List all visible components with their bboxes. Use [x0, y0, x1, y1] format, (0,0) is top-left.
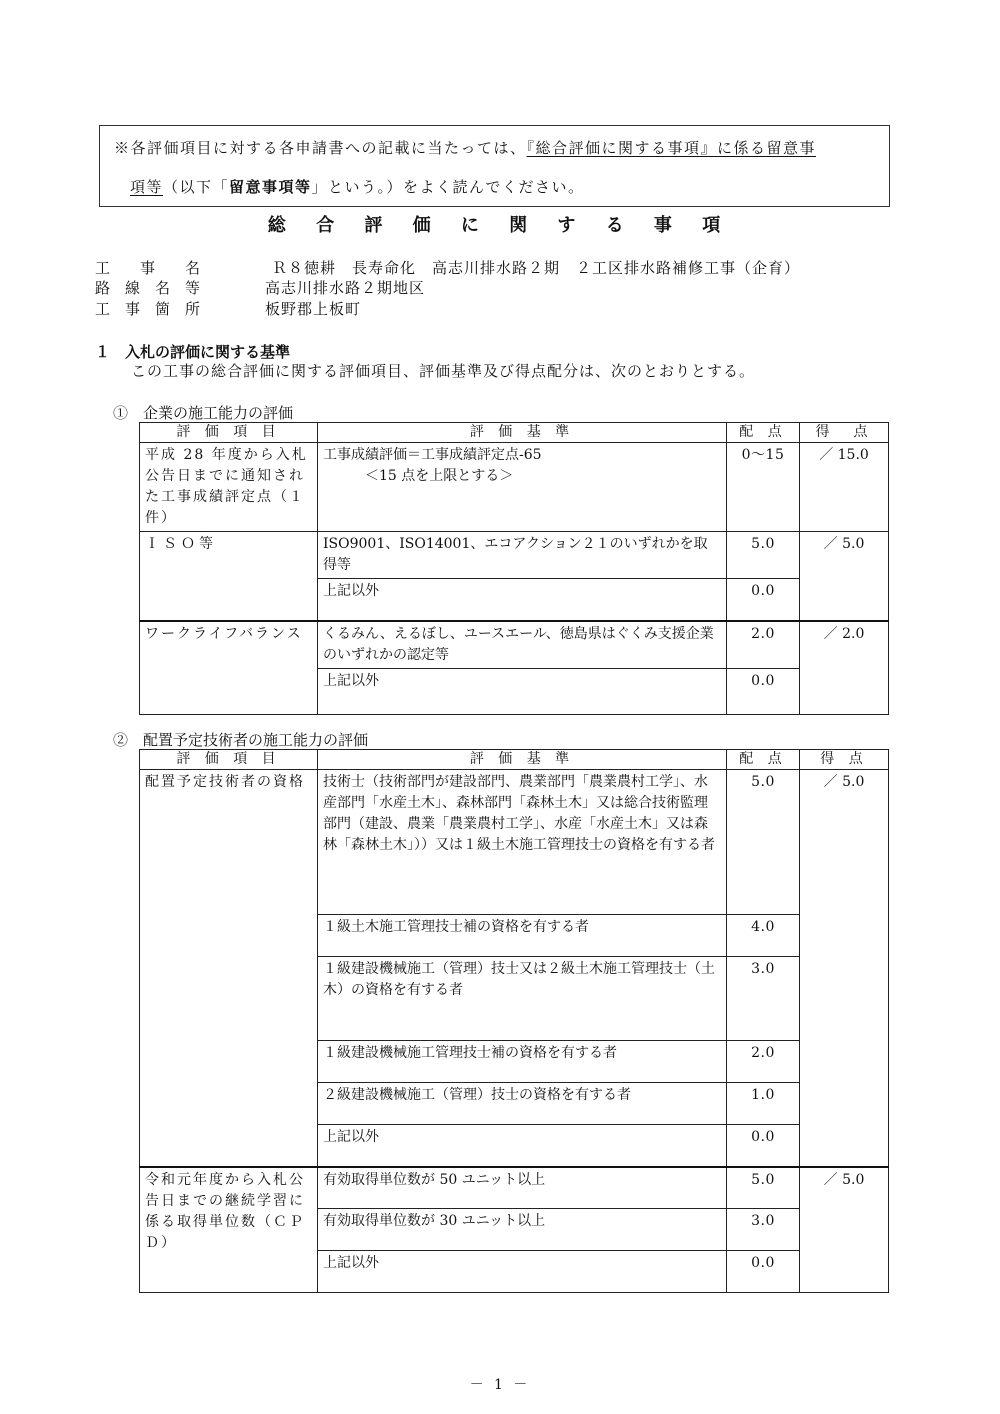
header-criteria: 評 価 基 準 [318, 750, 727, 770]
header-item: 評 価 項 目 [140, 750, 318, 770]
criteria-cell: くるみん、えるぼし、ユースエール、徳島県はぐくみ支援企業のいずれかの認定等 [318, 621, 727, 669]
page-title: 総 合 評 価 に 関 す る 事 項 [267, 215, 733, 236]
points-cell: 0.0 [727, 579, 800, 621]
page-number: － 1 － [469, 1377, 531, 1393]
header-item: 評 価 項 目 [140, 423, 318, 443]
points-cell: 1.0 [727, 1083, 800, 1125]
notice-text: ※各評価項目に対する各申請書への記載に当たっては、 [114, 139, 527, 157]
company-evaluation-table [139, 422, 889, 715]
notice-bold-text: 留意事項等 [229, 178, 312, 196]
criteria-cell: ISO9001、ISO14001、エコアクション２１のいずれかを取得等 [318, 532, 727, 579]
item-cell: 令和元年度から入札公告日までの継続学習に係る取得単位数（ＣＰＤ） [140, 1167, 318, 1293]
section-heading: １ 入札の評価に関する基準 [95, 343, 291, 361]
points-cell: 5.0 [727, 1167, 800, 1209]
info-row-construction-name [95, 257, 800, 278]
criteria-cell: 上記以外 [318, 1125, 727, 1167]
criteria-cell: 上記以外 [318, 668, 727, 714]
section-description: この工事の総合評価に関する評価項目、評価基準及び得点配分は、次のとおりとする。 [131, 362, 756, 380]
criteria-cell: 上記以外 [318, 579, 727, 621]
criteria-cell: １級土木施工管理技士補の資格を有する者 [318, 915, 727, 957]
criteria-cell: 有効取得単位数が 50 ユニット以上 [318, 1167, 727, 1209]
info-row-location [95, 298, 361, 319]
criteria-cell: 工事成績評価＝工事成績評定点-65 ＜15 点を上限とする＞ [318, 443, 727, 532]
points-cell: 4.0 [727, 915, 800, 957]
info-row-route-name [95, 277, 425, 298]
criteria-cell: １級建設機械施工管理技士補の資格を有する者 [318, 1041, 727, 1083]
info-label: 工 事 名 [95, 259, 201, 277]
criteria-cell: １級建設機械施工（管理）技士又は２級土木施工管理技士（土木）の資格を有する者 [318, 957, 727, 1041]
notice-text: （以下「 [163, 178, 230, 196]
header-points: 配 点 [727, 423, 800, 443]
points-cell: 0.0 [727, 668, 800, 714]
points-cell: 5.0 [727, 532, 800, 579]
item-cell: 配置予定技術者の資格 [140, 770, 318, 1167]
notice-box [99, 125, 890, 207]
points-cell: 5.0 [727, 770, 800, 915]
points-cell: 3.0 [727, 1209, 800, 1251]
score-cell: ／ 5.0 [800, 1167, 889, 1293]
criteria-cell: 上記以外 [318, 1251, 727, 1293]
info-value: Ｒ８徳耕 長寿命化 高志川排水路２期 ２工区排水路補修工事（企育） [272, 259, 801, 277]
info-value: 板野郡上板町 [265, 300, 362, 318]
table1-caption: ① 企業の施工能力の評価 [113, 404, 294, 422]
notice-underlined-text: 『総合評価に関する事項』に係る留意事 [526, 139, 817, 157]
notice-line-2 [130, 176, 585, 197]
item-cell: 平成 28 年度から入札公告日までに通知された工事成績評定点（１件） [140, 443, 318, 532]
criteria-cell: 有効取得単位数が 30 ユニット以上 [318, 1209, 727, 1251]
score-cell: ／ 15.0 [800, 443, 889, 532]
score-cell: ／ 2.0 [800, 621, 889, 715]
info-label: 路 線 名 等 [95, 279, 201, 297]
notice-underlined-text: 項等 [130, 178, 164, 196]
header-score: 得 点 [800, 423, 889, 443]
points-cell: 0〜15 [727, 443, 800, 532]
notice-text: 」という。）をよく読んでください。 [311, 178, 585, 196]
score-cell: ／ 5.0 [800, 770, 889, 1167]
header-points: 配 点 [727, 750, 800, 770]
notice-line-1 [114, 137, 816, 158]
engineer-evaluation-table [139, 749, 889, 1293]
info-label: 工 事 箇 所 [95, 300, 201, 318]
points-cell: 0.0 [727, 1251, 800, 1293]
points-cell: 0.0 [727, 1125, 800, 1167]
table2-caption: ② 配置予定技術者の施工能力の評価 [113, 731, 369, 749]
item-cell: ＩＳＯ等 [140, 532, 318, 621]
criteria-cell: 技術士（技術部門が建設部門、農業部門「農業農村工学」、水産部門「水産土木」、森林部門「森林土木」又は総合技術監理部門（建設、農業「農業農村工学」、水産「水産土木」又は森林「森林土木」））又は１級土木施工管理技士の資格を有する者 [318, 770, 727, 915]
header-score: 得 点 [800, 750, 889, 770]
score-cell: ／ 5.0 [800, 532, 889, 621]
points-cell: 2.0 [727, 621, 800, 669]
header-criteria: 評 価 基 準 [318, 423, 727, 443]
info-value: 高志川排水路２期地区 [265, 279, 426, 297]
item-cell: ワークライフバランス [140, 621, 318, 715]
points-cell: 2.0 [727, 1041, 800, 1083]
points-cell: 3.0 [727, 957, 800, 1041]
criteria-cell: ２級建設機械施工（管理）技士の資格を有する者 [318, 1083, 727, 1125]
